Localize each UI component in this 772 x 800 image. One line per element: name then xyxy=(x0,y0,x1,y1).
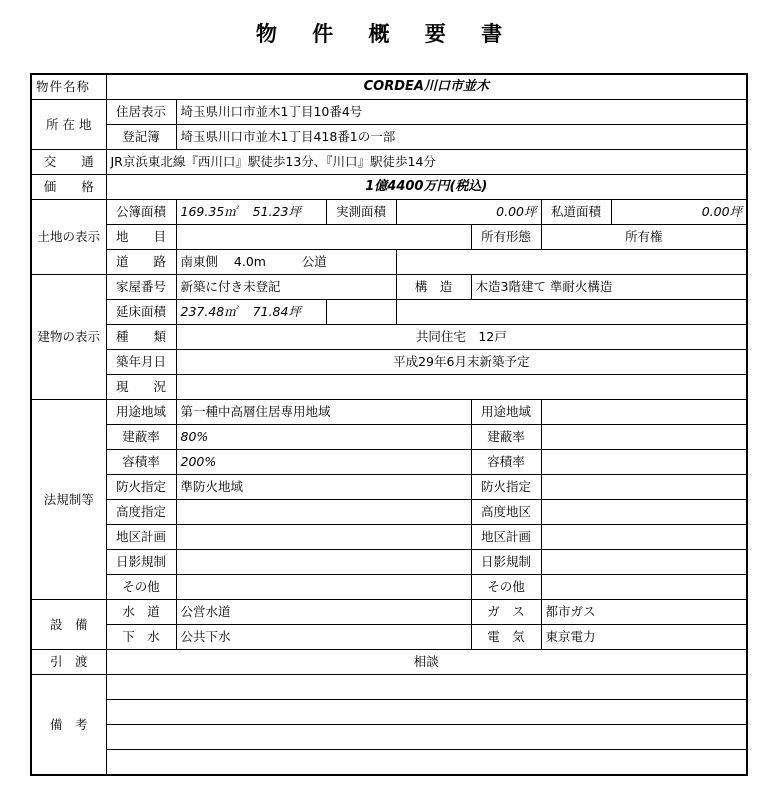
regulation-value-left xyxy=(176,575,471,600)
regulation-label-right: 用途地域 xyxy=(471,400,541,425)
regulation-value-left xyxy=(176,550,471,575)
row-floor-area xyxy=(31,300,747,325)
row-transport xyxy=(31,150,747,175)
regulation-value-right xyxy=(541,425,747,450)
road-width: 4.0m xyxy=(233,254,266,269)
residential-label: 住居表示 xyxy=(106,100,176,125)
measured-area-label: 実測面積 xyxy=(326,200,396,225)
house-number-label: 家屋番号 xyxy=(106,275,176,300)
regulation-value-right xyxy=(541,500,747,525)
row-price xyxy=(31,175,747,200)
remarks-line xyxy=(31,725,747,750)
remarks-line xyxy=(31,675,747,700)
row-location-registry xyxy=(31,125,747,150)
row-building-type xyxy=(31,325,747,350)
remarks-line xyxy=(31,750,747,776)
regulation-row xyxy=(31,425,747,450)
document-title: 物 件 概 要 書 xyxy=(255,22,517,46)
ownership-label: 所有形態 xyxy=(471,225,541,250)
regulation-value-left: 第一種中高層住居専用地域 xyxy=(176,400,471,425)
floor-area-value xyxy=(176,300,326,325)
row-land-category xyxy=(31,225,747,250)
building-type-label: 種 類 xyxy=(106,325,176,350)
regulations-label: 法規制等 xyxy=(31,400,106,600)
regulation-label-right: 地区計画 xyxy=(471,525,541,550)
regulation-value-left xyxy=(176,525,471,550)
built-date-label: 築年月日 xyxy=(106,350,176,375)
row-built-date xyxy=(31,350,747,375)
price-value: 1億4400万円(税込) xyxy=(106,175,747,200)
regulation-label-left: 防火指定 xyxy=(106,475,176,500)
land-label: 土地の表示 xyxy=(31,200,106,275)
regulation-row xyxy=(31,475,747,500)
measured-area-value: 0.00坪 xyxy=(396,200,541,225)
row-facilities-water xyxy=(31,600,747,625)
row-location-residential xyxy=(31,100,747,125)
location-label: 所 在 地 xyxy=(31,100,106,150)
handover-value: 相談 xyxy=(106,650,747,675)
regulation-label-right: その他 xyxy=(471,575,541,600)
regulation-label-left: 容積率 xyxy=(106,450,176,475)
regulation-value-right xyxy=(541,525,747,550)
row-land-road xyxy=(31,250,747,275)
regulation-value-right xyxy=(541,450,747,475)
floor-area-blank xyxy=(396,300,747,325)
official-area-value xyxy=(176,200,326,225)
land-category-value xyxy=(176,225,471,250)
road-label: 道 路 xyxy=(106,250,176,275)
regulation-row xyxy=(31,525,747,550)
private-road-value: 0.00坪 xyxy=(611,200,747,225)
official-area-sqm: 169.35㎡ xyxy=(180,204,237,219)
structure-label: 構 造 xyxy=(396,275,471,300)
private-road-label: 私道面積 xyxy=(541,200,611,225)
regulation-label-left: 高度指定 xyxy=(106,500,176,525)
residential-value: 埼玉県川口市並木1丁目10番4号 xyxy=(176,100,747,125)
water-value: 公営水道 xyxy=(176,600,471,625)
regulation-row xyxy=(31,575,747,600)
regulation-label-right: 高度地区 xyxy=(471,500,541,525)
building-status-value xyxy=(176,375,747,400)
regulation-value-right xyxy=(541,475,747,500)
sewer-label: 下 水 xyxy=(106,625,176,650)
regulation-value-right xyxy=(541,550,747,575)
remarks-label: 備 考 xyxy=(31,675,106,776)
regulation-label-left: 地区計画 xyxy=(106,525,176,550)
row-property-name xyxy=(31,74,747,100)
road-direction: 南東側 xyxy=(180,254,219,269)
regulation-value-left: 80% xyxy=(176,425,471,450)
row-land-area xyxy=(31,200,747,225)
price-label: 価 格 xyxy=(31,175,106,200)
regulation-label-left: その他 xyxy=(106,575,176,600)
sewer-value: 公共下水 xyxy=(176,625,471,650)
structure-value: 木造3階建て 準耐火構造 xyxy=(471,275,747,300)
regulation-value-right xyxy=(541,400,747,425)
remarks-line-2 xyxy=(106,700,747,725)
road-type: 公道 xyxy=(301,254,327,269)
built-date-value: 平成29年6月末新築予定 xyxy=(176,350,747,375)
remarks-line-1 xyxy=(106,675,747,700)
regulation-value-left: 準防火地域 xyxy=(176,475,471,500)
gas-value: 都市ガス xyxy=(541,600,747,625)
remarks-line-4 xyxy=(106,750,747,776)
transport-label: 交 通 xyxy=(31,150,106,175)
regulation-label-right: 日影規制 xyxy=(471,550,541,575)
row-handover xyxy=(31,650,747,675)
land-category-label: 地 目 xyxy=(106,225,176,250)
row-facilities-sewer xyxy=(31,625,747,650)
property-name-value: CORDEA川口市並木 xyxy=(106,74,747,100)
ownership-value: 所有権 xyxy=(541,225,747,250)
regulation-row xyxy=(31,400,747,425)
regulation-label-left: 建蔽率 xyxy=(106,425,176,450)
regulation-value-left: 200% xyxy=(176,450,471,475)
building-status-label: 現 況 xyxy=(106,375,176,400)
road-value xyxy=(176,250,396,275)
electric-label: 電 気 xyxy=(471,625,541,650)
floor-area-label: 延床面積 xyxy=(106,300,176,325)
official-area-tsubo: 51.23坪 xyxy=(252,204,301,219)
water-label: 水 道 xyxy=(106,600,176,625)
facilities-label: 設 備 xyxy=(31,600,106,650)
regulation-row xyxy=(31,550,747,575)
regulation-label-left: 用途地域 xyxy=(106,400,176,425)
gas-label: ガ ス xyxy=(471,600,541,625)
road-extra xyxy=(396,250,747,275)
regulation-label-right: 防火指定 xyxy=(471,475,541,500)
house-number-value: 新築に付き未登記 xyxy=(176,275,396,300)
floor-area-tsubo: 71.84坪 xyxy=(252,304,301,319)
property-name-label: 物件名称 xyxy=(31,74,106,100)
regulation-label-right: 建蔽率 xyxy=(471,425,541,450)
regulation-row xyxy=(31,500,747,525)
row-house-number xyxy=(31,275,747,300)
floor-area-sqm: 237.48㎡ xyxy=(180,304,237,319)
row-building-status xyxy=(31,375,747,400)
electric-value: 東京電力 xyxy=(541,625,747,650)
registry-label: 登記簿 xyxy=(106,125,176,150)
regulation-value-right xyxy=(541,575,747,600)
transport-value: JR京浜東北線『西川口』駅徒歩13分、『川口』駅徒歩14分 xyxy=(106,150,747,175)
remarks-line-3 xyxy=(106,725,747,750)
regulation-row xyxy=(31,450,747,475)
official-area-label: 公簿面積 xyxy=(106,200,176,225)
building-type-value: 共同住宅 12戸 xyxy=(176,325,747,350)
remarks-line xyxy=(31,700,747,725)
property-summary-table xyxy=(30,73,748,776)
regulation-label-right: 容積率 xyxy=(471,450,541,475)
regulation-value-left xyxy=(176,500,471,525)
building-label: 建物の表示 xyxy=(31,275,106,400)
registry-value: 埼玉県川口市並木1丁目418番1の一部 xyxy=(176,125,747,150)
handover-label: 引 渡 xyxy=(31,650,106,675)
floor-area-extra xyxy=(326,300,396,325)
regulation-label-left: 日影規制 xyxy=(106,550,176,575)
